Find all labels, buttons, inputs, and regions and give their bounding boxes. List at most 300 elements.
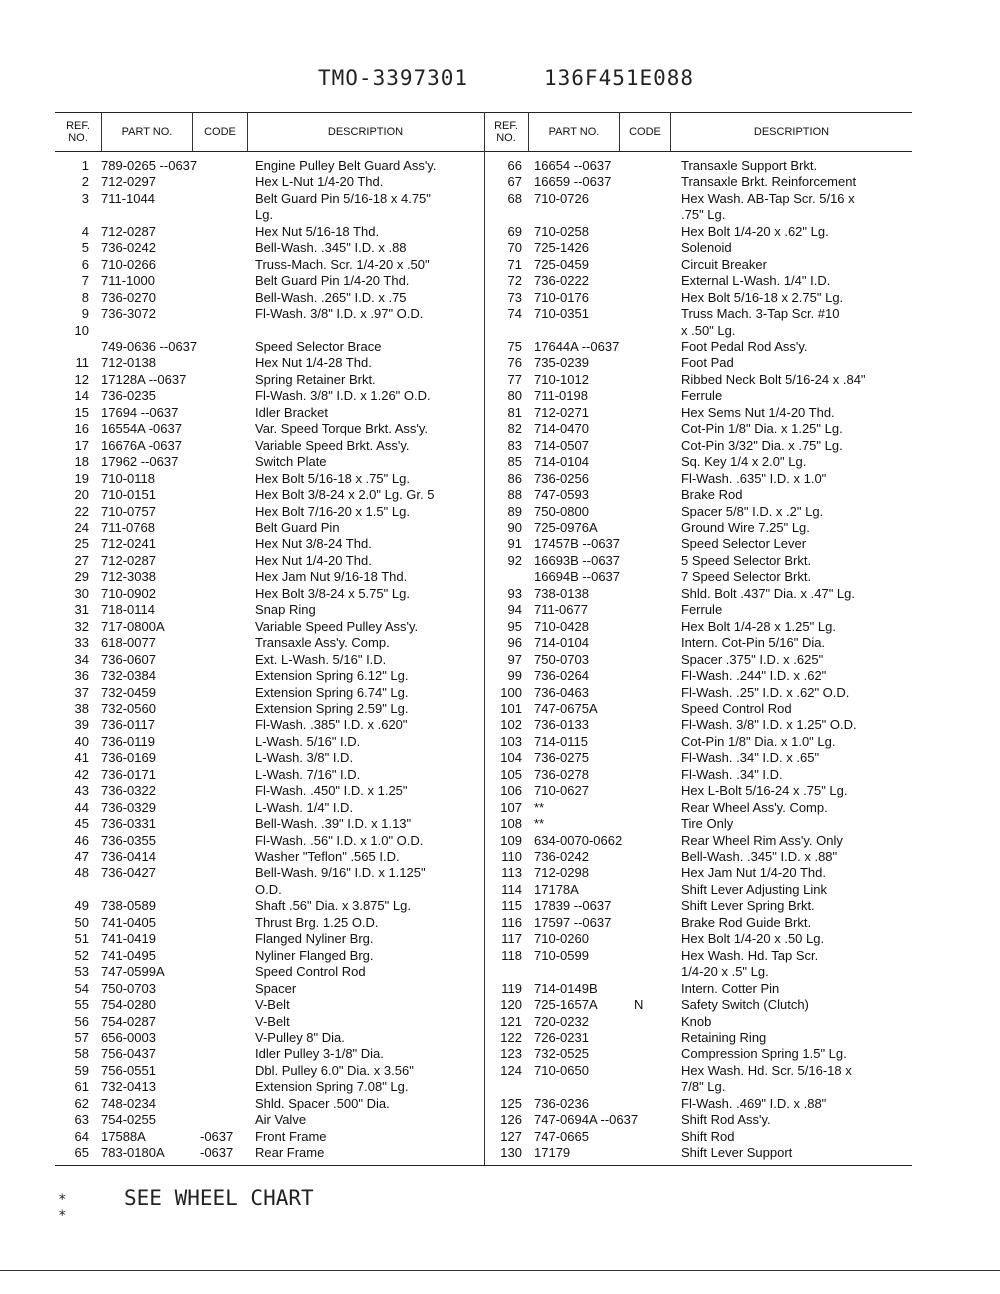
part-number: 735-0239 [534,355,589,371]
table-row [484,520,912,536]
ref-number: 68 [507,190,522,206]
part-number: 710-0757 [101,503,156,519]
part-number: 712-0271 [534,404,589,420]
part-number: 725-0976A [534,519,598,535]
description: Brake Rod [681,487,743,503]
part-number: 736-0331 [101,816,156,832]
description: Shift Rod [681,1128,735,1144]
ref-number: 34 [74,651,89,667]
description: Rear Frame [255,1145,325,1161]
description: Brake Rod Guide Brkt. [681,914,812,930]
table-row [55,635,483,651]
part-number: 710-0176 [534,289,589,305]
table-row [484,1063,912,1079]
part-number: 717-0800A [101,618,165,634]
part-number: 712-3038 [101,569,156,585]
ref-number: 77 [507,371,522,387]
ref-number: 4 [81,223,89,239]
table-row [484,388,912,404]
ref-number: 70 [507,240,522,256]
description: Speed Selector Lever [681,536,807,552]
description: Bell-Wash. .345" I.D. x .88" [681,849,838,865]
part-number: 736-0117 [101,717,155,733]
ref-number: 110 [501,849,522,865]
part-number: 736-0235 [101,388,156,404]
description: Belt Guard Pin 1/4-20 Thd. [255,273,410,289]
ref-number: 22 [74,503,89,519]
ref-number: 104 [500,750,522,766]
part-number: 738-0589 [101,898,156,914]
ref-number: 46 [74,832,89,848]
ref-number: 9 [81,306,89,322]
description: Bell-Wash. .265" I.D. x .75 [255,289,407,305]
description: Shld. Bolt .437" Dia. x .47" Lg. [681,585,855,601]
ref-number: 44 [74,799,89,815]
ref-number: 108 [500,816,522,832]
table-row [55,800,483,816]
ref-number: 3 [81,190,89,206]
table-row [484,1145,912,1161]
table-row [484,668,912,684]
drawing-number: 136F451E088 [544,66,695,90]
part-number: 725-0459 [534,256,589,272]
document-header [318,66,738,100]
description: Hex Nut 1/4-28 Thd. [255,355,372,371]
ref-number: 99 [507,668,522,684]
description: Transaxle Support Brkt. [681,158,818,173]
description: Speed Control Rod [255,964,366,980]
table-row [484,471,912,487]
part-number: 736-0463 [534,684,589,700]
part-number: 714-0104 [534,635,589,651]
ref-number: 31 [74,602,89,618]
ref-number: 107 [500,799,522,815]
description: Bell-Wash. 9/16" I.D. x 1.125" [255,865,426,881]
ref-number: 124 [500,1062,522,1078]
part-number: 725-1657A [534,997,598,1013]
part-number: 750-0703 [101,980,156,996]
description: Solenoid [681,240,732,256]
table-row [484,981,912,997]
description: Air Valve [255,1112,307,1128]
ref-number: 95 [507,618,522,634]
description: Shift Lever Adjusting Link [681,881,827,897]
description: 5 Speed Selector Brkt. [681,552,812,568]
description: Tire Only [681,816,734,832]
table-row [484,553,912,569]
part-number: 17597 --0637 [534,914,612,930]
parts-table-left [55,112,483,1165]
ref-number: 54 [74,980,89,996]
table-row [55,981,483,997]
table-row [55,504,483,520]
table-row [55,767,483,783]
column-header-desc: DESCRIPTION [327,125,404,138]
ref-number: 126 [500,1112,522,1128]
ref-number: 8 [81,289,89,305]
table-row [484,323,912,339]
description: Fl-Wash. .469" I.D. x .88" [681,1095,827,1111]
ref-number: 10 [74,322,89,338]
table-row [484,783,912,799]
table-row [55,438,483,454]
ref-number: 7 [81,273,89,289]
table-row [484,240,912,256]
table-row [55,536,483,552]
table-row [55,421,483,437]
description: Rear Wheel Ass'y. Comp. [681,799,828,815]
table-row [484,865,912,881]
part-number: 711-1044 [101,190,155,206]
column-header-part: PART NO. [548,125,600,138]
part-number: 747-0593 [534,487,589,503]
part-number: 712-0138 [101,355,156,371]
description: Flanged Nyliner Brg. [255,931,374,947]
part-number: 754-0280 [101,997,156,1013]
ref-number: 18 [74,454,89,470]
ref-number: 39 [74,717,89,733]
description: Extension Spring 2.59" Lg. [255,700,409,716]
ref-number: 1 [81,158,89,173]
table-row [55,471,483,487]
part-number: 718-0114 [101,602,155,618]
part-number: 732-0413 [101,1079,156,1095]
part-number: 710-0118 [101,470,155,486]
part-number: 17178A [534,881,579,897]
part-number: 754-0287 [101,1013,156,1029]
table-row [55,849,483,865]
table-row [484,800,912,816]
part-number: 710-0151 [101,487,156,503]
part-number: 749-0636 --0637 [101,338,198,354]
description: Hex Nut 5/16-18 Thd. [255,223,380,239]
parts-rows-right [484,158,912,1162]
table-row [55,882,483,898]
ref-number: 96 [507,635,522,651]
description: Ferrule [681,602,723,618]
description: Hex Sems Nut 1/4-20 Thd. [681,404,835,420]
description: Speed Selector Brace [255,338,382,354]
table-row [484,619,912,635]
table-row [484,849,912,865]
part-number: 711-0677 [534,602,588,618]
ref-number: 122 [500,1030,522,1046]
ref-number: 63 [74,1112,89,1128]
part-number: 656-0003 [101,1030,156,1046]
ref-number: 17 [74,437,89,453]
part-number: 732-0459 [101,684,156,700]
description: Fl-Wash. .56" I.D. x 1.0" O.D. [255,832,424,848]
description: Sq. Key 1/4 x 2.0" Lg. [681,454,807,470]
table-row [484,964,912,980]
part-number: 747-0599A [101,964,165,980]
ref-number: 109 [500,832,522,848]
ref-number: 94 [507,602,522,618]
part-number: 754-0255 [101,1112,156,1128]
description: L-Wash. 5/16" I.D. [255,733,361,749]
ref-number: 32 [74,618,89,634]
ref-number: 93 [507,585,522,601]
table-row [55,668,483,684]
ref-number: 61 [74,1079,89,1095]
part-number: 750-0800 [534,503,589,519]
table-row [55,306,483,322]
ref-number: 53 [74,964,89,980]
column-header-code: CODE [204,125,236,138]
ref-number: 2 [81,174,89,190]
description: Fl-Wash. .34" I.D. [681,766,783,782]
part-number: 710-0902 [101,585,156,601]
part-number: 710-0599 [534,947,589,963]
description: Fl-Wash. 3/8" I.D. x 1.25" O.D. [681,717,857,733]
description: Foot Pedal Rod Ass'y. [681,338,808,354]
table-row [55,273,483,289]
table-row [55,388,483,404]
ref-number: 90 [507,519,522,535]
ref-number: 74 [507,306,522,322]
part-number: 789-0265 --0637 [101,158,198,173]
table-row [55,701,483,717]
description: Fl-Wash. 3/8" I.D. x .97" O.D. [255,306,424,322]
part-number: 732-0525 [534,1046,589,1062]
description: Transaxle Ass'y. Comp. [255,635,390,651]
part-number: 17588A [101,1128,146,1144]
table-row [484,685,912,701]
description: Cot-Pin 1/8" Dia. x 1.0" Lg. [681,733,836,749]
ref-number: 12 [74,371,89,387]
ref-number: 24 [74,519,89,535]
table-row [55,717,483,733]
table-row [55,898,483,914]
ref-number: 37 [74,684,89,700]
table-row [484,191,912,207]
ref-number: 36 [74,668,89,684]
description: Truss Mach. 3-Tap Scr. #10 [681,306,840,322]
table-row [484,1079,912,1095]
part-number: 736-0169 [101,750,156,766]
ref-number: 48 [74,865,89,881]
column-header-part: PART NO. [121,125,173,138]
table-row [484,816,912,832]
part-number: 732-0560 [101,700,156,716]
description: Extension Spring 6.12" Lg. [255,668,409,684]
table-row [484,372,912,388]
part-number: 17128A --0637 [101,371,187,387]
description: Hex Jam Nut 9/16-18 Thd. [255,569,408,585]
ref-number: 64 [74,1128,89,1144]
part-number: 712-0287 [101,223,156,239]
ref-number: 67 [507,174,522,190]
ref-number: 42 [74,766,89,782]
table-row [484,355,912,371]
table-row [484,290,912,306]
description: Variable Speed Brkt. Ass'y. [255,437,410,453]
part-number: 736-0329 [101,799,156,815]
table-row [55,816,483,832]
parts-rows-left [55,158,483,1162]
description: Truss-Mach. Scr. 1/4-20 x .50" [255,256,430,272]
part-number: 16694B --0637 [534,569,621,585]
ref-number: 45 [74,816,89,832]
description: Hex Bolt 1/4-20 x .62" Lg. [681,223,829,239]
description: Shaft .56" Dia. x 3.875" Lg. [255,898,411,914]
description: Knob [681,1013,712,1029]
ref-number: 49 [74,898,89,914]
table-row [55,290,483,306]
table-row [484,1046,912,1062]
table-row [484,487,912,503]
ref-number: 33 [74,635,89,651]
description: Bell-Wash. .345" I.D. x .88 [255,240,407,256]
ref-number: 5 [81,240,89,256]
table-row [55,586,483,602]
ref-number: 119 [501,980,522,996]
part-number: 710-0266 [101,256,156,272]
footer-stars: * * [58,1192,67,1224]
part-number: 726-0231 [534,1030,589,1046]
description: Hex Bolt 1/4-20 x .50 Lg. [681,931,825,947]
part-number: 17179 [534,1145,571,1161]
table-row [55,224,483,240]
description: Hex L-Nut 1/4-20 Thd. [255,174,384,190]
table-row [484,767,912,783]
model-number: TMO-3397301 [318,66,469,90]
part-number: 747-0694A --0637 [534,1112,639,1128]
description: Circuit Breaker [681,256,767,272]
table-row [484,174,912,190]
table-row [55,191,483,207]
ref-number: 14 [74,388,89,404]
table-row [484,504,912,520]
description: Hex Bolt 7/16-20 x 1.5" Lg. [255,503,410,519]
ref-number: 73 [507,289,522,305]
ref-number: 50 [74,914,89,930]
description: Foot Pad [681,355,734,371]
table-row [55,734,483,750]
ref-number: 113 [501,865,522,881]
part-number: 618-0077 [101,635,156,651]
part-number: 736-0270 [101,289,156,305]
ref-number: 89 [507,503,522,519]
description: Ribbed Neck Bolt 5/16-24 x .84" [681,371,866,387]
description: Washer "Teflon" .565 I.D. [255,849,400,865]
ref-number: 25 [74,536,89,552]
table-row [484,273,912,289]
table-row [484,833,912,849]
column-header-code: CODE [629,125,661,138]
part-number: 17839 --0637 [534,898,612,914]
description: Compression Spring 1.5" Lg. [681,1046,847,1062]
part-number: 16654 --0637 [534,158,612,173]
table-row [484,224,912,240]
ref-number: 71 [507,256,522,272]
description: 7 Speed Selector Brkt. [681,569,812,585]
part-number: 712-0297 [101,174,156,190]
description: Spring Retainer Brkt. [255,371,376,387]
description: 1/4-20 x .5" Lg. [681,964,769,980]
part-number: 714-0470 [534,421,589,437]
part-number: 736-0414 [101,849,156,865]
part-number: 17694 --0637 [101,404,179,420]
ref-number: 81 [507,404,522,420]
ref-number: 97 [507,651,522,667]
ref-number: 69 [507,223,522,239]
description: Front Frame [255,1128,327,1144]
part-number: 732-0384 [101,668,156,684]
description: Fl-Wash. .244" I.D. x .62" [681,668,827,684]
part-number: 17457B --0637 [534,536,621,552]
table-row [484,405,912,421]
table-row [55,520,483,536]
ref-number: 40 [74,733,89,749]
table-row [55,997,483,1013]
ref-number: 118 [501,947,522,963]
table-row [55,1079,483,1095]
part-number: 741-0419 [101,931,156,947]
part-number: 736-0322 [101,783,156,799]
part-number: 714-0507 [534,437,589,453]
table-row [55,207,483,223]
ref-number: 123 [500,1046,522,1062]
description: Hex L-Bolt 5/16-24 x .75" Lg. [681,783,848,799]
table-row [484,652,912,668]
table-row [484,635,912,651]
table-row [55,355,483,371]
table-row [55,454,483,470]
table-row [55,1112,483,1128]
description: Shift Rod Ass'y. [681,1112,771,1128]
description: Hex Wash. Hd. Tap Scr. [681,947,819,963]
table-row [484,586,912,602]
part-number: 710-0428 [534,618,589,634]
table-row [484,569,912,585]
description: Fl-Wash. 3/8" I.D. x 1.26" O.D. [255,388,431,404]
description: 7/8" Lg. [681,1079,726,1095]
table-row [55,569,483,585]
part-number: 783-0180A [101,1145,165,1161]
ref-number: 56 [74,1013,89,1029]
table-row [484,701,912,717]
part-number: 710-0351 [534,306,589,322]
part-number: 16554A -0637 [101,421,182,437]
table-row [484,882,912,898]
ref-number: 15 [74,404,89,420]
description: x .50" Lg. [681,322,736,338]
table-row [55,948,483,964]
table-row [484,207,912,223]
table-row [484,257,912,273]
description: Extension Spring 7.08" Lg. [255,1079,409,1095]
part-number: 736-0275 [534,750,589,766]
part-number: 710-0260 [534,931,589,947]
description: Spacer 5/8" I.D. x .2" Lg. [681,503,824,519]
description: Ext. L-Wash. 5/16" I.D. [255,651,387,667]
table-row [55,750,483,766]
ref-number: 121 [500,1013,522,1029]
ref-number: 101 [500,700,522,716]
part-number: 710-0627 [534,783,589,799]
table-row [484,1112,912,1128]
description: .75" Lg. [681,207,726,223]
table-row [484,421,912,437]
description: V-Belt [255,997,290,1013]
ref-number: 47 [74,849,89,865]
description: Var. Speed Torque Brkt. Ass'y. [255,421,429,437]
column-header-desc: DESCRIPTION [753,125,830,138]
part-number: 711-0768 [101,519,155,535]
table-row [55,553,483,569]
description: Shld. Spacer .500" Dia. [255,1095,390,1111]
